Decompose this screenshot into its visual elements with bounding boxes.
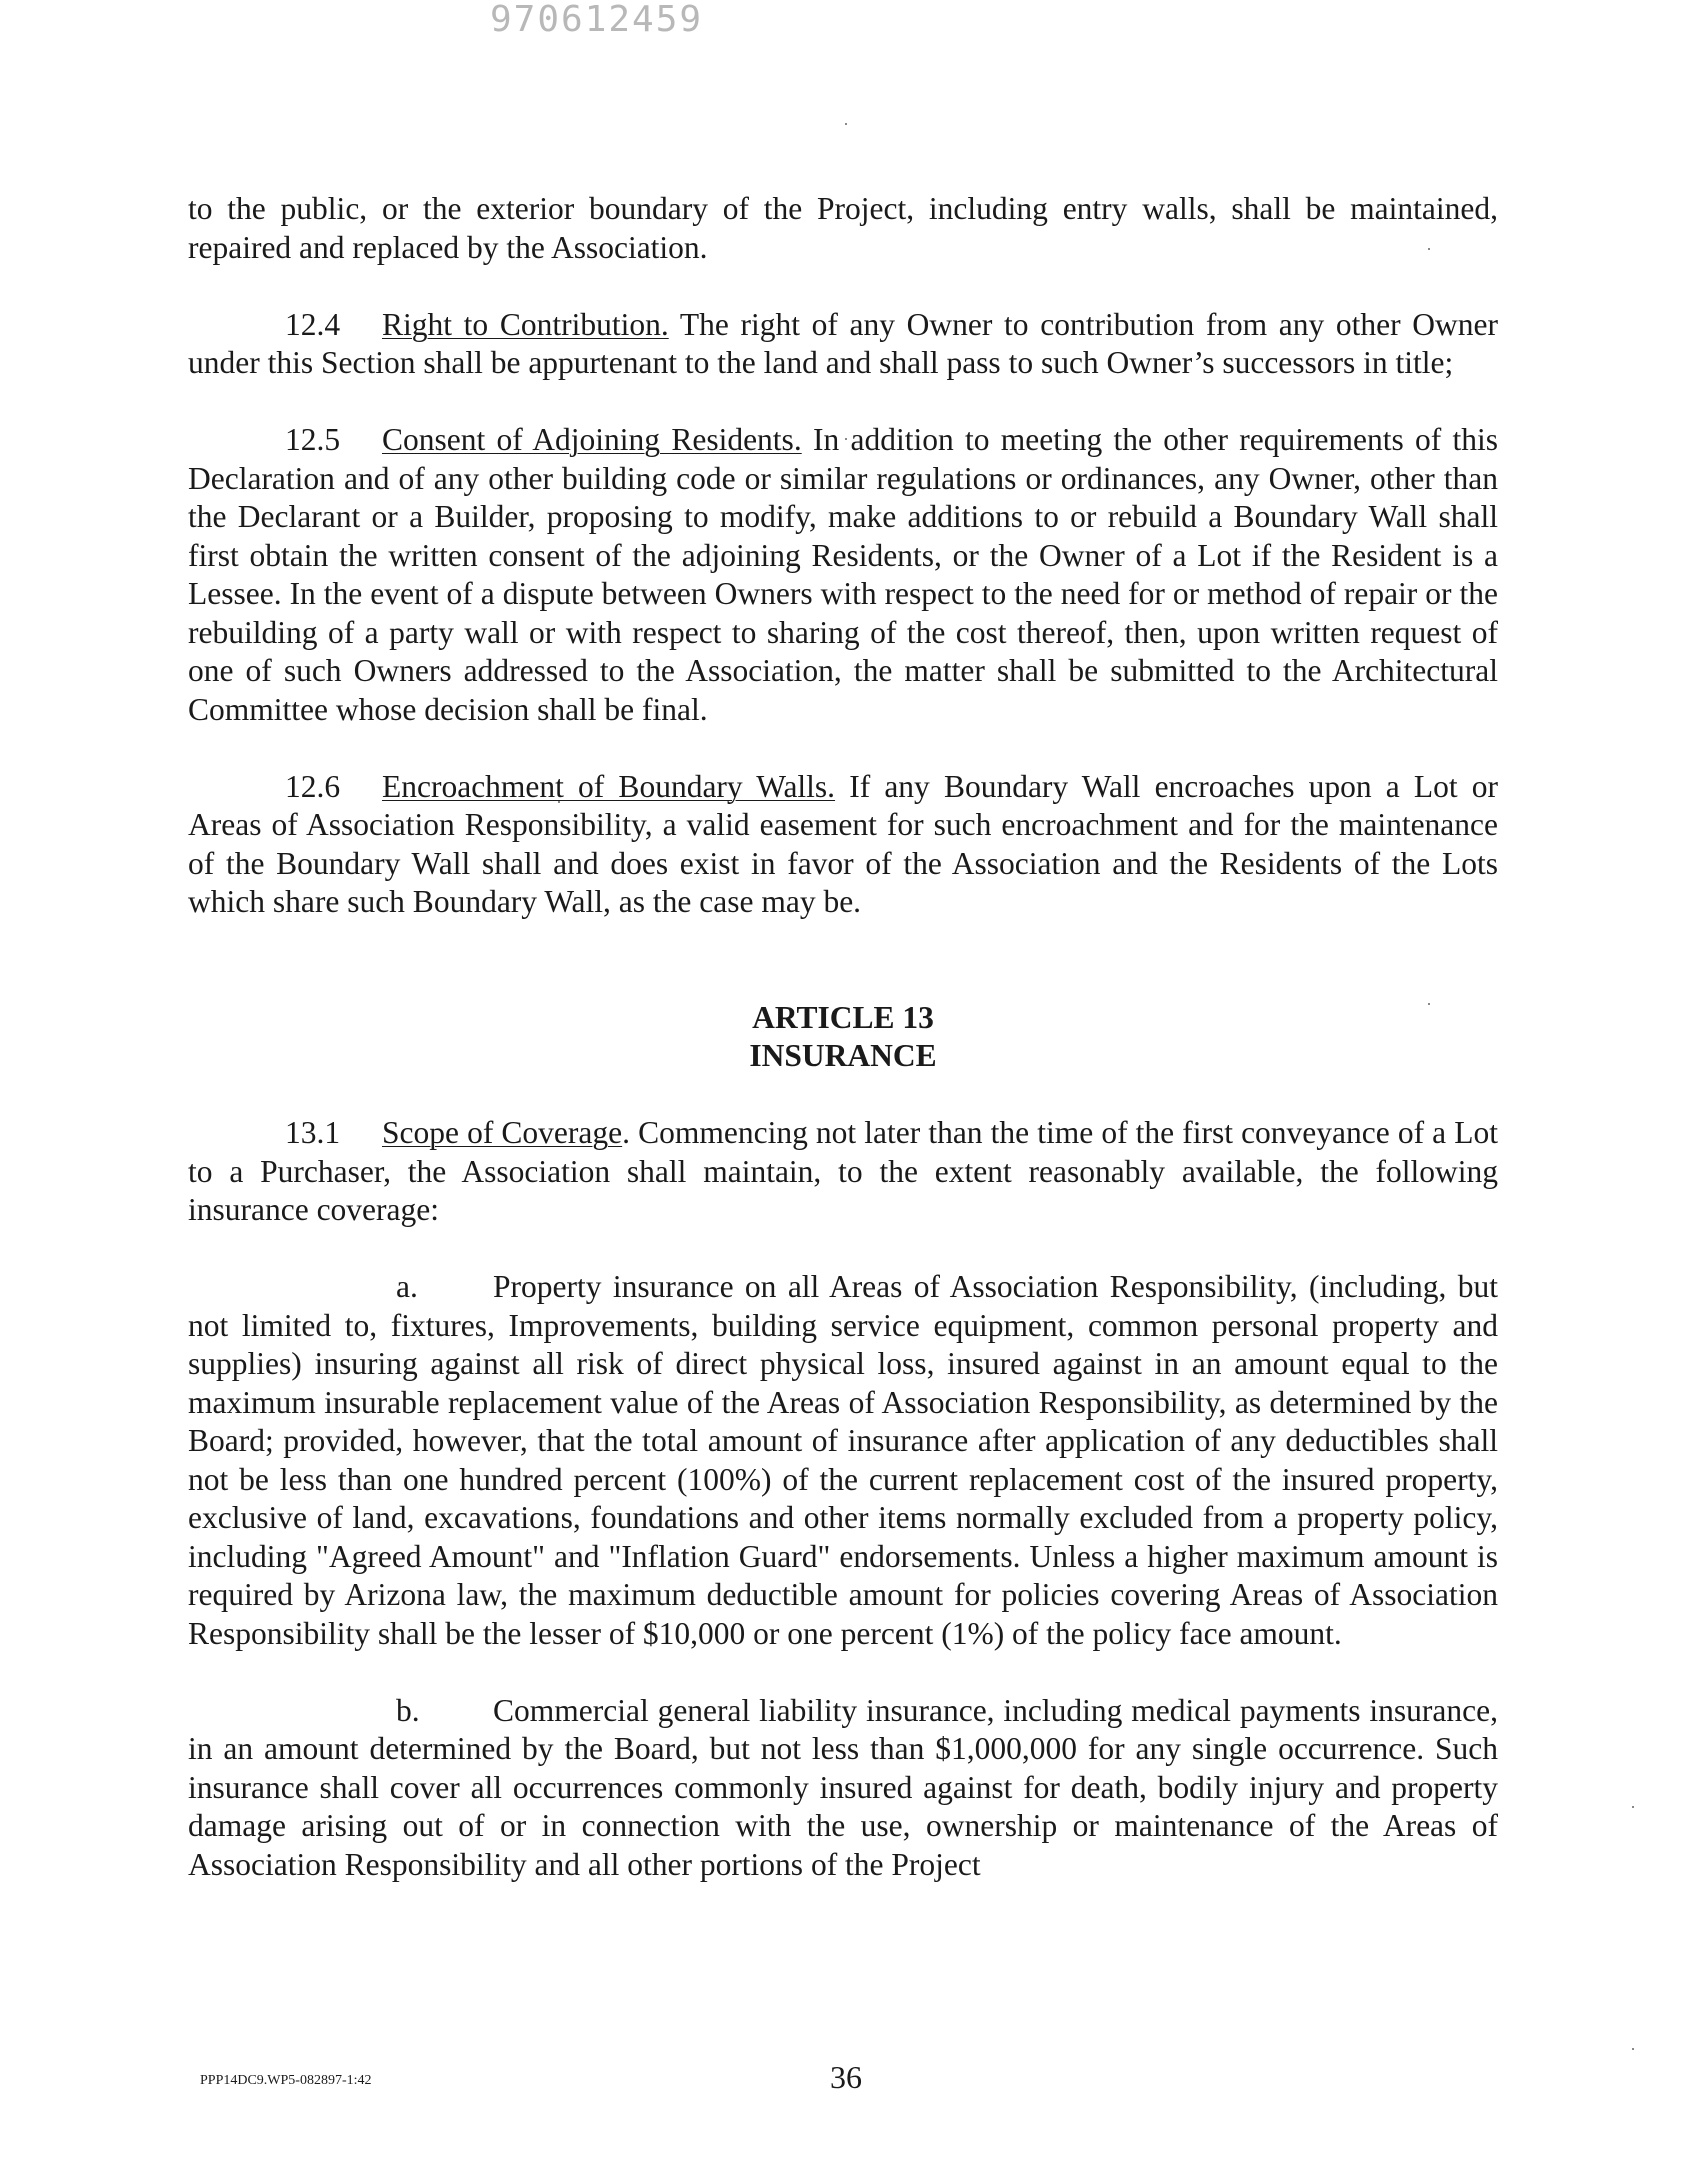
page-number: 36 [830, 2059, 862, 2095]
scan-speck [1632, 1806, 1634, 1808]
subsection-text: Commercial general liability insurance, including medical payments insurance, in an amount determined by the Board, but not less than $1,000,000 for any single occurrence. Such insurance shall cover all occurrences commonly insured against for death, bodily injury and property damage arising out of or in connection with the use, ownership or maintenance of the Areas of Association Responsibility and all other portions of the Project [188, 1692, 1498, 1882]
subsection-text: Property insurance on all Areas of Association Responsibility, (including, but not limited to, fixtures, Improvements, building service equipment, common personal property and supplies) insuring against all risk of direct physical loss, insured against in an amount equal to the maximum insurable replacement value of the Areas of Association Responsibility, as determined by the Board; provided, however, that the total amount of insurance after application of any deductibles shall not be less than one hundred percent (100%) of the current replacement cost of the insured property, exclusive of land, excavations, foundations and other items normally excluded from a property policy, including "Agreed Amount" and "Inflation Guard" endorsements. Unless a higher maximum amount is required by Arizona law, the maximum deductible amount for policies covering Areas of Association Responsibility shall be the lesser of $10,000 or one percent (1%) of the policy face amount. [188, 1269, 1498, 1651]
section-heading: Scope of Coverage [382, 1115, 623, 1150]
section-number: 13.1 [285, 1115, 341, 1150]
section-number: 12.6 [285, 768, 341, 804]
subsection-letter: a. [396, 1269, 418, 1304]
article-title: INSURANCE [749, 1038, 937, 1073]
section-heading: Encroachment of Boundary Walls. [382, 768, 836, 804]
section-number: 12.4 [285, 306, 341, 342]
section-heading: Consent of Adjoining Residents. [382, 422, 802, 457]
scan-speck [845, 123, 847, 125]
document-number-stamp: 970612459 [490, 0, 704, 40]
subsection-letter: b. [396, 1692, 420, 1728]
section-12-5 [188, 421, 1498, 729]
section-12-4 [188, 306, 1498, 383]
section-number: 12.5 [285, 422, 341, 457]
article-number: ARTICLE 13 [752, 999, 934, 1035]
section-text: The right of any Owner to contribution from any other Owner under this Section shall be appurtenant to the land and shall pass to such Owner’s successors in title; [188, 306, 1498, 380]
scan-speck [1632, 2048, 1634, 2050]
subsection-a [188, 1268, 1498, 1653]
continuation-paragraph: to the public, or the exterior boundary of the Project, including entry walls, shall be maintained, repaired and replaced by the Association. [188, 191, 1498, 265]
article-heading [188, 999, 1498, 1076]
document-body [188, 190, 1498, 1884]
footer-file-code: PPP14DC9.WP5-082897-1:42 [200, 2073, 372, 2088]
subsection-b [188, 1692, 1498, 1885]
section-heading: Right to Contribution. [382, 306, 669, 342]
section-13-1 [188, 1114, 1498, 1230]
section-12-6 [188, 768, 1498, 922]
section-text: If any Boundary Wall encroaches upon a Lot or Areas of Association Responsibility, a valid easement for such encroachment and for the maintenance of the Boundary Wall shall and does exist in favor of the Association and the Residents of the Lots which share such Boundary Wall, as the case may be. [188, 768, 1499, 919]
section-text: In addition to meeting the other requirements of this Declaration and of any other building code or similar regulations or ordinances, any Owner, other than the Declarant or a Builder, proposing to modify, make additions to or rebuild a Boundary Wall shall first obtain the written consent of the adjoining Residents, or the Owner of a Lot if the Resident is a Lessee. In the event of a dispute between Owners with respect to the need for or method of repair or the rebuilding of a party wall or with respect to sharing of the cost thereof, then, upon written request of one of such Owners addressed to the Association, the matter shall be submitted to the Architectural Committee whose decision shall be final. [188, 422, 1499, 727]
section-text: . Commencing not later than the time of the first conveyance of a Lot to a Purchaser, the Association shall maintain, to the extent reasonably available, the following insurance coverage: [188, 1115, 1498, 1227]
